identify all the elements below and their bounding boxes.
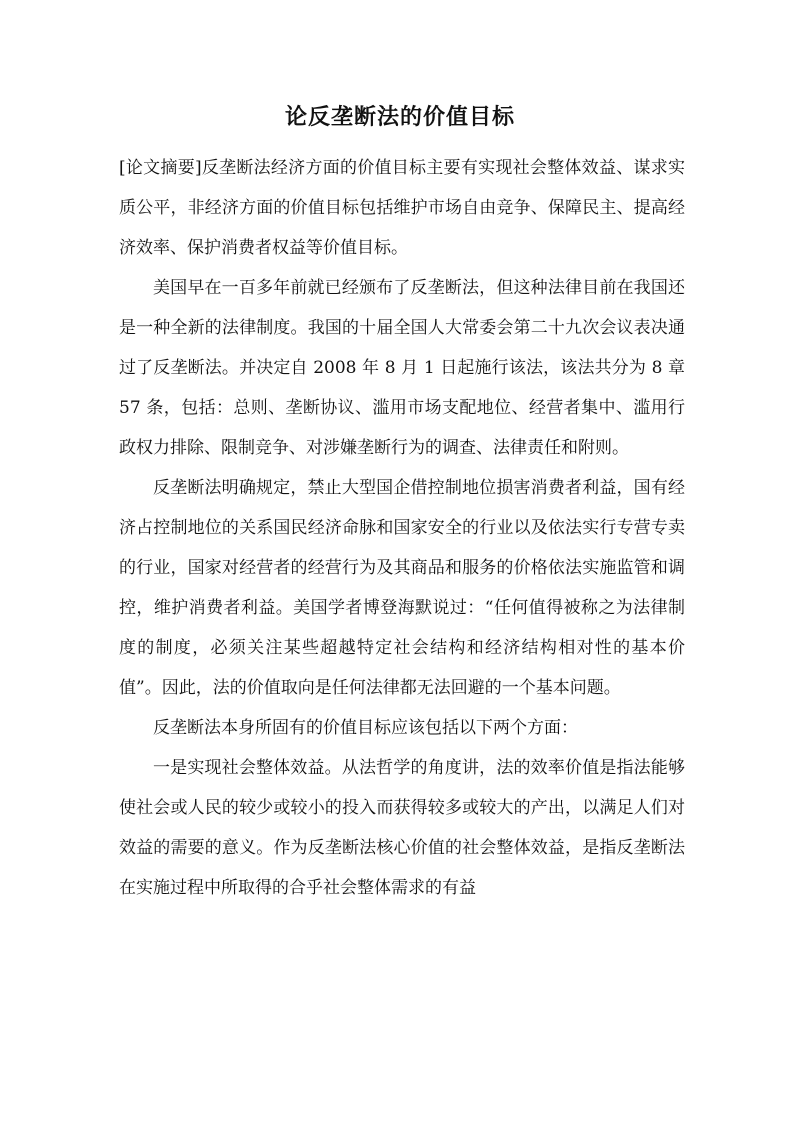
body-paragraph-3: 反垄断法本身所固有的价值目标应该包括以下两个方面： [153, 718, 578, 738]
document-title: 论反垄断法的价值目标 [284, 105, 515, 130]
body-paragraph-2: 反垄断法明确规定，禁止大型国企借控制地位损害消费者利益，国有经济占控制地位的关系国民经济命脉和国家安全的行业以及依法实行专营专卖的行业，国家对经营者的经营行为及其商品和服务的价格依法实施监管和调控，维护消费者利益。美国学者博登海默说过：“任何值得被称之为法律制度的制度，必须关注某些超越特定社会结构和经济结构相对性的基本价值”。因此，法的价值取向是任何法律都无法回避的一个基本问题。 [119, 478, 685, 698]
document-body [119, 148, 685, 908]
abstract-paragraph: [论文摘要]反垄断法经济方面的价值目标主要有实现社会整体效益、谋求实质公平，非经济方面的价值目标包括维护市场自由竞争、保障民主、提高经济效率、保护消费者权益等价值目标。 [119, 158, 685, 258]
body-paragraph-4: 一是实现社会整体效益。从法哲学的角度讲，法的效率价值是指法能够使社会或人民的较少或较小的投入而获得较多或较大的产出，以满足人们对效益的需要的意义。作为反垄断法核心价值的社会整体效益，是指反垄断法在实施过程中所取得的合乎社会整体需求的有益 [119, 758, 685, 898]
body-paragraph-1: 美国早在一百多年前就已经颁布了反垄断法，但这种法律目前在我国还是一种全新的法律制度。我国的十届全国人大常委会第二十九次会议表决通过了反垄断法。并决定自 2008 年 8 月 1 日起施行该法，该法共分为 8 章 57 条，包括：总则、垄断协议、滥用市场支配地位、经营者集中、滥用行政权力排除、限制竞争、对涉嫌垄断行为的调查、法律责任和附则。 [119, 278, 685, 458]
